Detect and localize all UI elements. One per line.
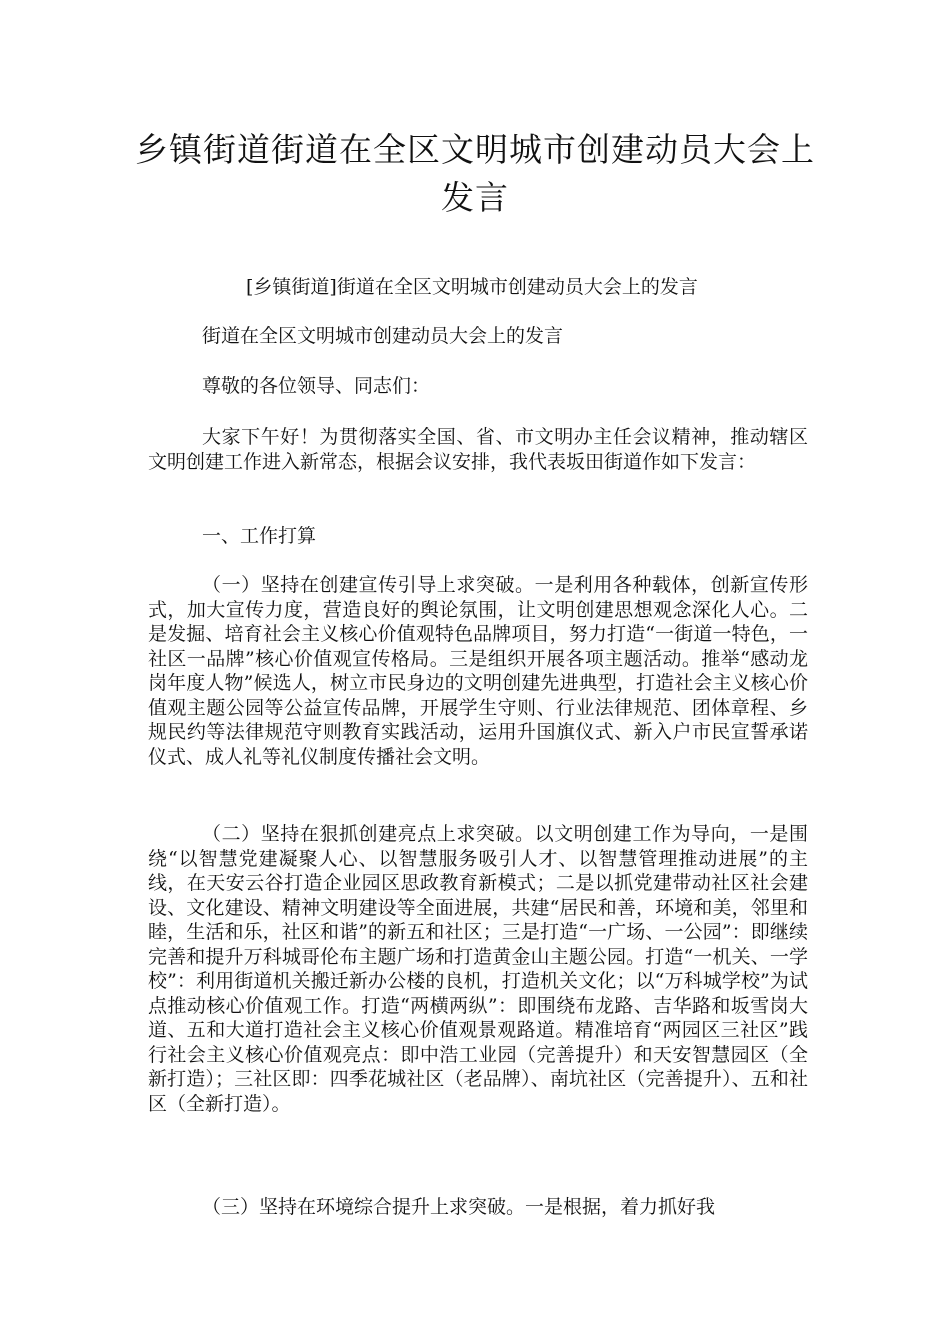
body-paragraph-1: （一）坚持在创建宣传引导上求突破。一是利用各种载体，创新宣传形式，加大宣传力度，营造良好的舆论氛围，让文明创建思想观念深化人心。二是发掘、培育社会主义核心价值观特色品牌项目，努力打造“一街道一特色，一社区一品牌”核心价值观宣传格局。三是组织开展各项主题活动。推举“感动龙岗年度人物”候选人，树立市民身边的文明创建先进典型，打造社会主义核心价值观主题公园等公益宣传品牌，开展学生守则、行业法律规范、团体章程、乡规民约等法律规范守则教育实践活动，运用升国旗仪式、新入户市民宣誓承诺仪式、成人礼等礼仪制度传播社会文明。 — [148, 574, 808, 768]
document-title: 乡镇街道街道在全区文明城市创建动员大会上发言 — [135, 130, 815, 217]
section-heading: 一、工作打算 — [202, 525, 317, 547]
body-paragraph-3: （三）坚持在环境综合提升上求突破。一是根据，着力抓好我 — [202, 1196, 716, 1218]
document-subtitle: 街道在全区文明城市创建动员大会上的发言 — [202, 325, 564, 347]
opening-paragraph: 大家下午好！为贯彻落实全国、省、市文明办主任会议精神，推动辖区文明创建工作进入新常态，根据会议安排，我代表坂田街道作如下发言： — [148, 426, 808, 473]
body-paragraph-2: （二）坚持在狠抓创建亮点上求突破。以文明创建工作为导向，一是围绕“以智慧党建凝聚人心、以智慧服务吸引人才、以智慧管理推动进展”的主线，在天安云谷打造企业园区思政教育新模式；二是以抓党建带动社区社会建设、文化建设、精神文明建设等全面进展，共建“居民和善，环境和美，邻里和睦，生活和乐，社区和谐”的新五和社区；三是打造“一广场、一公园”：即继续完善和提升万科城哥伦布主题广场和打造黄金山主题公园。打造“一机关、一学校”：利用街道机关搬迁新办公楼的良机，打造机关文化；以“万科城学校”为试点推动核心价值观工作。打造“两横两纵”：即围绕布龙路、吉华路和坂雪岗大道、五和大道打造社会主义核心价值观景观路道。精准培育“两园区三社区”践行社会主义核心价值观亮点：即中浩工业园（完善提升）和天安智慧园区（全新打造）；三社区即：四季花城社区（老品牌）、南坑社区（完善提升）、五和社区（全新打造）。 — [148, 823, 808, 1115]
source-line: [乡镇街道]街道在全区文明城市创建动员大会上的发言 — [246, 276, 698, 298]
salutation: 尊敬的各位领导、同志们： — [202, 375, 431, 397]
